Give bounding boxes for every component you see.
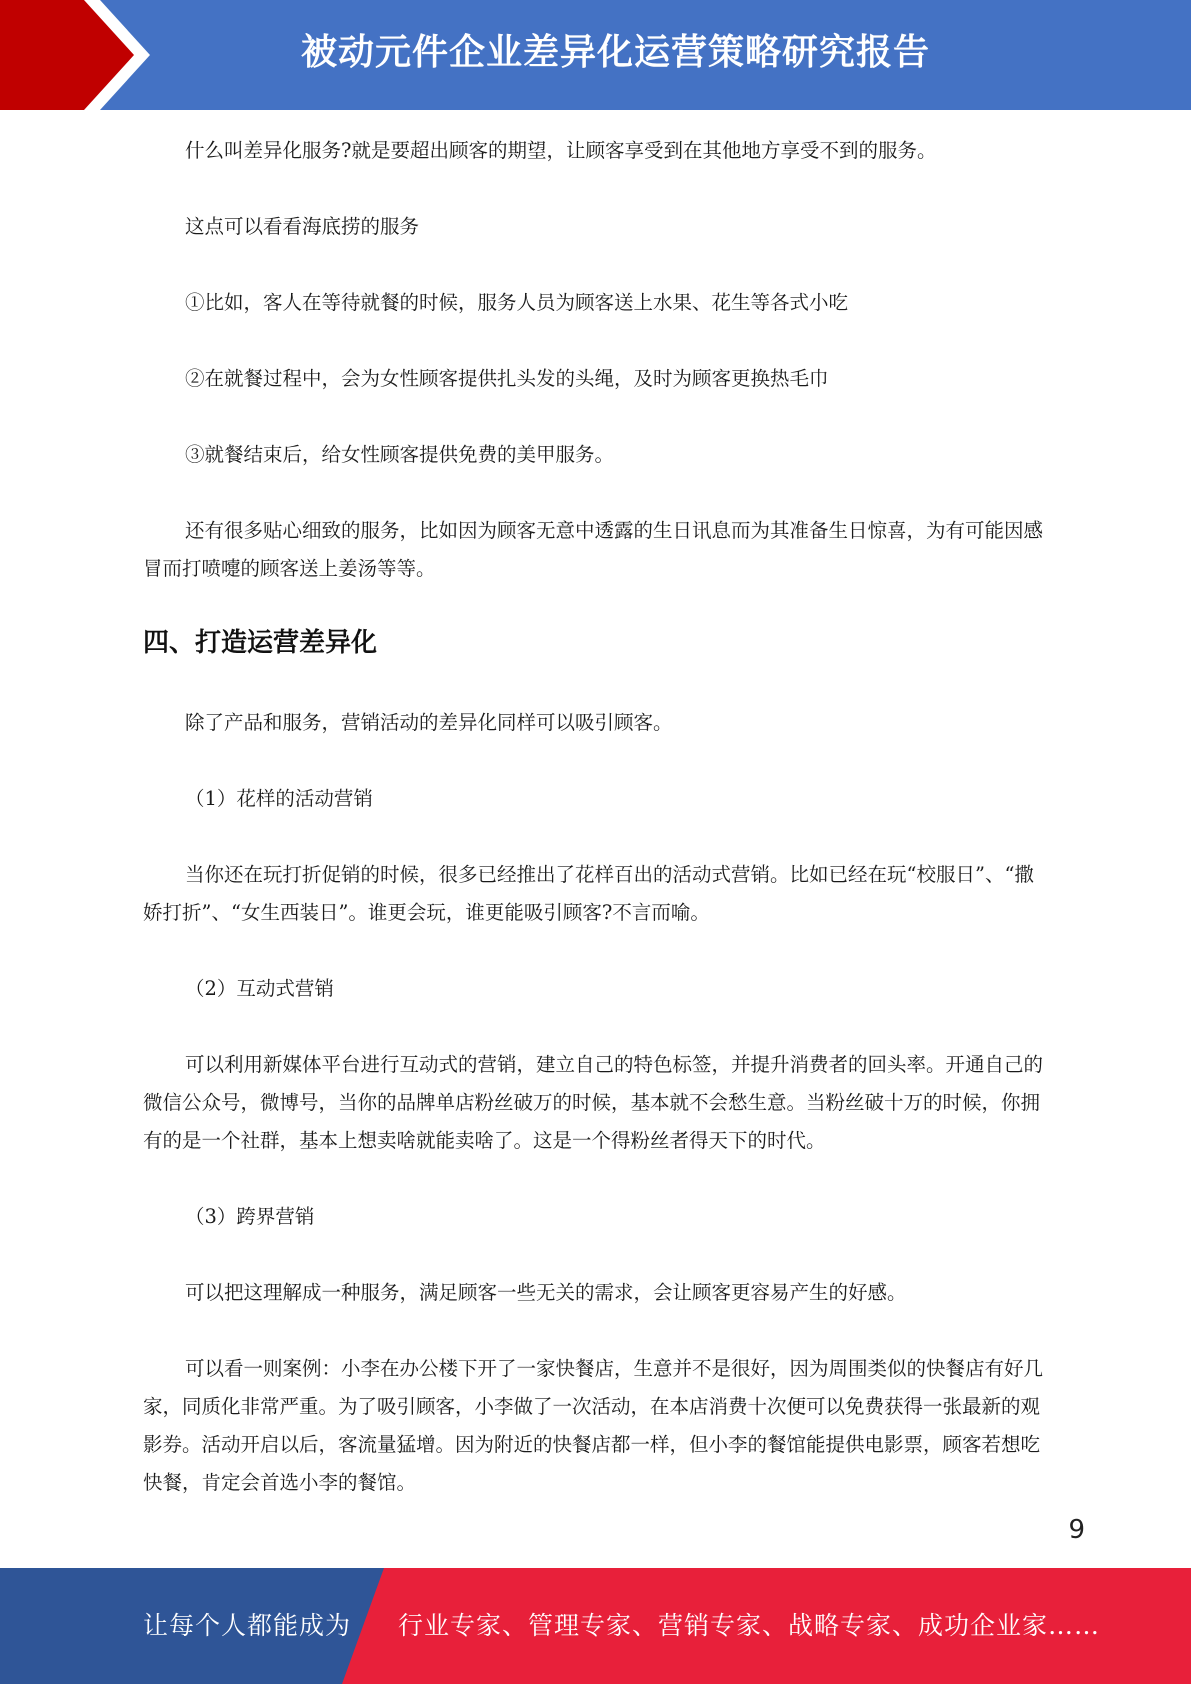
page-footer xyxy=(0,1568,1191,1684)
paragraph: 除了产品和服务，营销活动的差异化同样可以吸引顾客。 xyxy=(185,711,673,734)
paragraph: 可以看一则案例：小李在办公楼下开了一家快餐店，生意并不是很好，因为周围类似的快餐店有好几家，同质化非常严重。为了吸引顾客，小李做了一次活动，在本店消费十次便可以免费获得一张最新的观影券。活动开启以后，客流量猛增。因为附近的快餐店都一样，但小李的餐馆能提供电影票，顾客若想吃快餐，肯定会首选小李的餐馆。 xyxy=(143,1357,1044,1494)
paragraph: 什么叫差异化服务?就是要超出顾客的期望，让顾客享受到在其他地方享受不到的服务。 xyxy=(185,139,937,162)
report-title: 被动元件企业差异化运营策略研究报告 xyxy=(300,32,930,73)
list-item: ③就餐结束后，给女性顾客提供免费的美甲服务。 xyxy=(185,443,615,466)
paragraph: 这点可以看看海底捞的服务 xyxy=(185,215,420,238)
footer-slogan-left: 让每个人都能成为 xyxy=(143,1611,352,1640)
paragraph: 可以利用新媒体平台进行互动式的营销，建立自己的特色标签，并提升消费者的回头率。开通自己的微信公众号，微博号，当你的品牌单店粉丝破万的时候，基本就不会愁生意。当粉丝破十万的时候，你拥有的是一个社群，基本上想卖啥就能卖啥了。这是一个得粉丝者得天下的时代。 xyxy=(143,1053,1044,1152)
section-heading: 四、打造运营差异化 xyxy=(143,628,378,658)
paragraph: 可以把这理解成一种服务，满足顾客一些无关的需求，会让顾客更容易产生的好感。 xyxy=(185,1281,907,1304)
list-item: ②在就餐过程中，会为女性顾客提供扎头发的头绳，及时为顾客更换热毛巾 xyxy=(185,367,829,390)
subheading: （2）互动式营销 xyxy=(185,977,334,1000)
paragraph: 还有很多贴心细致的服务，比如因为顾客无意中透露的生日讯息而为其准备生日惊喜，为有可能因感冒而打喷嚏的顾客送上姜汤等等。 xyxy=(143,519,1044,580)
subheading: （3）跨界营销 xyxy=(185,1205,315,1228)
page-number: 9 xyxy=(1068,1515,1085,1545)
subheading: （1）花样的活动营销 xyxy=(185,787,373,810)
header-chevron-icon xyxy=(0,0,160,110)
page-header xyxy=(0,0,1191,110)
list-item: ①比如，客人在等待就餐的时候，服务人员为顾客送上水果、花生等各式小吃 xyxy=(185,291,849,314)
paragraph: 当你还在玩打折促销的时候，很多已经推出了花样百出的活动式营销。比如已经在玩“校服日”、“撒娇打折”、“女生西装日”。谁更会玩，谁更能吸引顾客?不言而喻。 xyxy=(143,863,1034,924)
footer-slogan-right: 行业专家、管理专家、营销专家、战略专家、成功企业家…… xyxy=(398,1611,1101,1640)
